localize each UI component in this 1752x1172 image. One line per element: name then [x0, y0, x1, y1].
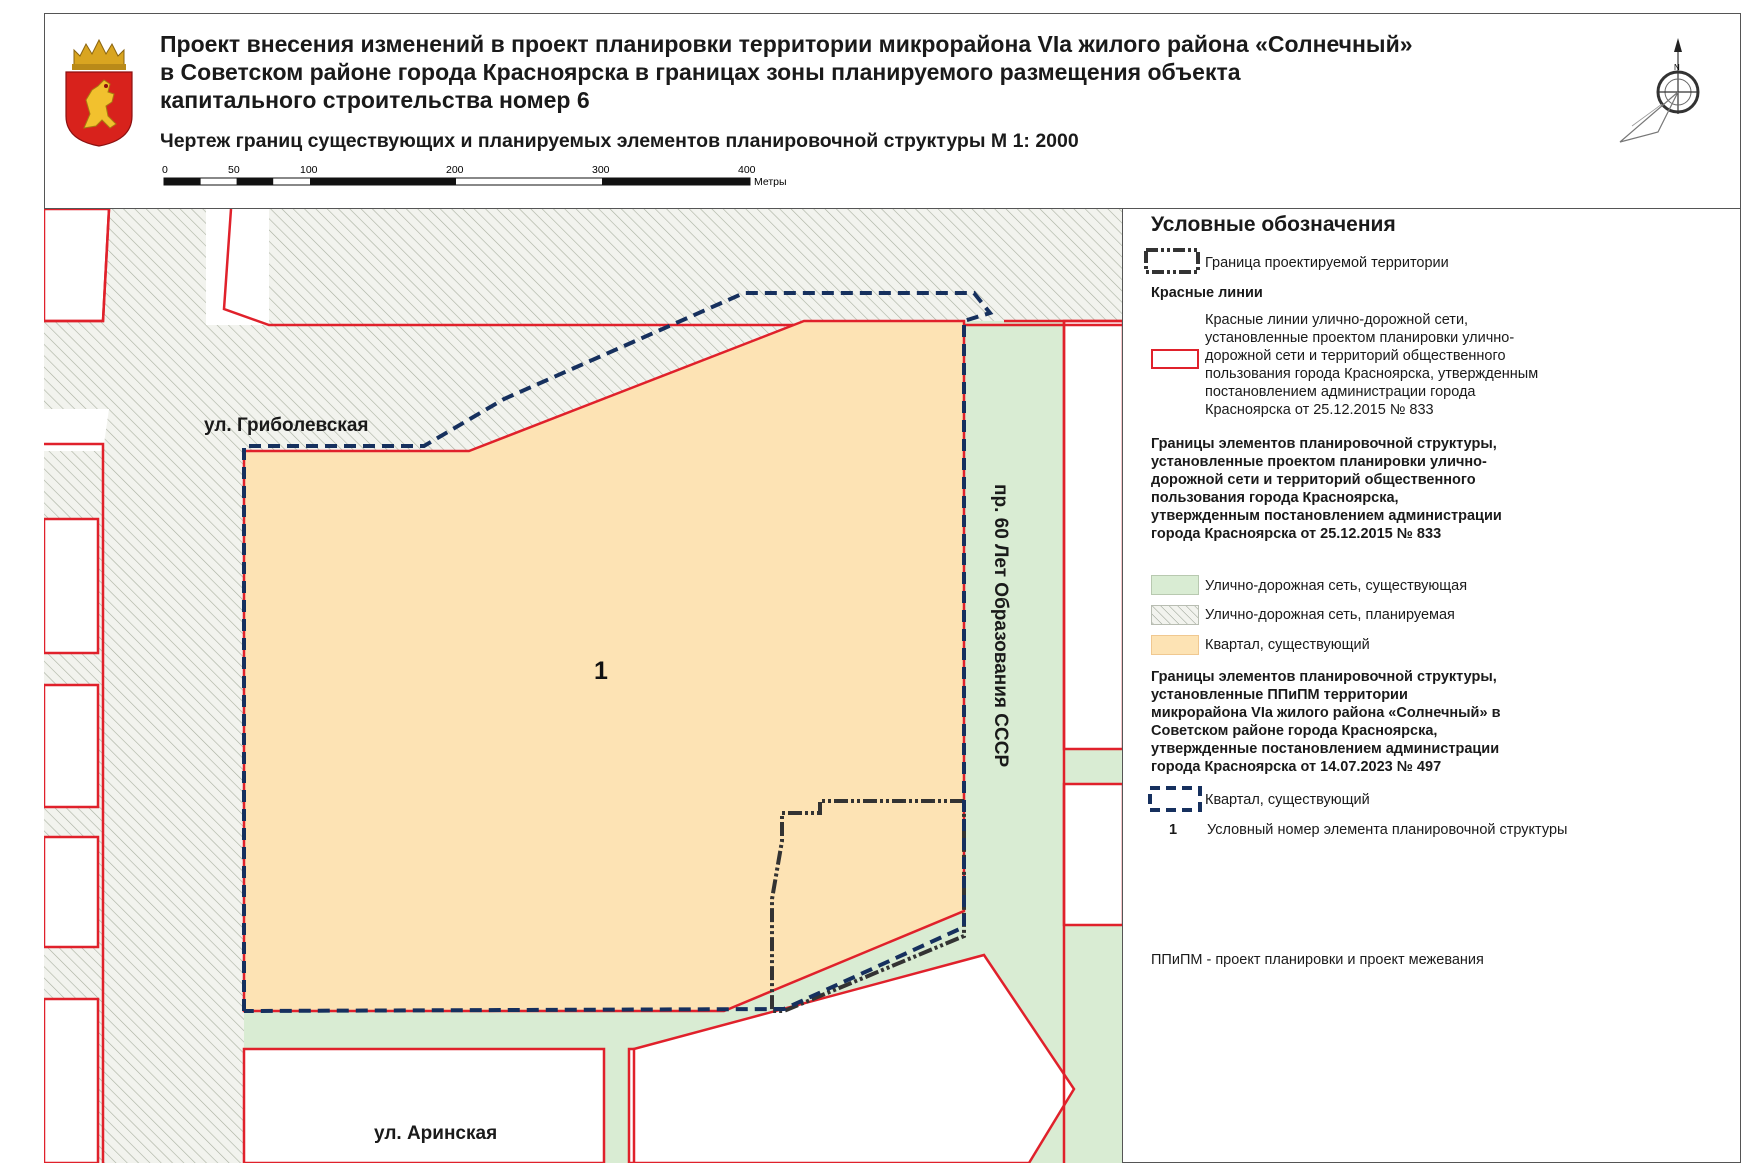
legend-swatch-project-boundary — [1143, 247, 1201, 275]
scale-tick-200: 200 — [446, 164, 464, 176]
legend-heading-section-3 — [1151, 668, 1621, 776]
title-line-1: Проект внесения изменений в проект планировки территории микрорайона VIa жилого района «Солнечный» — [160, 31, 1413, 57]
scale-tick-300: 300 — [592, 164, 610, 176]
north-arrow-icon — [1618, 34, 1710, 146]
legend-s3-line-1: Границы элементов планировочной структуры, — [1151, 669, 1497, 685]
legend-number-key: 1 — [1169, 822, 1178, 838]
legend-s2-line-6: города Красноярска от 25.12.2015 № 833 — [1151, 526, 1442, 542]
legend — [1123, 209, 1741, 1163]
map-canvas — [44, 209, 1123, 1163]
legend-label-road-planned: Улично-дорожная сеть, планируемая — [1205, 607, 1455, 623]
scale-unit: Метры — [754, 176, 787, 188]
legend-s2-line-1: Границы элементов планировочной структуры, — [1151, 436, 1497, 452]
coat-of-arms-icon — [62, 36, 136, 148]
legend-swatch-road-planned — [1151, 605, 1199, 625]
legend-swatch-road-existing — [1151, 575, 1199, 595]
legend-s3-line-6: города Красноярска от 14.07.2023 № 497 — [1151, 759, 1442, 775]
legend-heading-red-lines: Красные линии — [1151, 285, 1263, 301]
scale-tick-0: 0 — [162, 164, 168, 176]
legend-s3-line-3: микрорайона VIa жилого района «Солнечный» в — [1151, 705, 1501, 721]
street-label-arinskaya: ул. Аринская — [374, 1123, 498, 1144]
legend-label-road-existing: Улично-дорожная сеть, существующая — [1205, 578, 1468, 594]
legend-footnote: ППиПМ - проект планировки и проект межевания — [1151, 952, 1484, 968]
legend-title: Условные обозначения — [1151, 213, 1396, 236]
legend-text-red-lines — [1205, 311, 1645, 419]
legend-red-line-5: постановлением администрации города — [1205, 384, 1476, 400]
legend-label-number: Условный номер элемента планировочной структуры — [1207, 822, 1568, 838]
scale-tick-100: 100 — [300, 164, 318, 176]
title-line-2: в Советском районе города Красноярска в границах зоны планируемого размещения объекта — [160, 59, 1241, 85]
legend-s2-line-5: утвержденным постановлением администрации — [1151, 508, 1502, 524]
quarter-number-1: 1 — [594, 657, 608, 685]
legend-red-line-4: пользования города Красноярска, утвержденным — [1205, 366, 1539, 382]
legend-s3-line-5: утвержденные постановлением администрации — [1151, 741, 1500, 757]
legend-s3-line-2: установленные ППиПМ территории — [1151, 687, 1408, 703]
map-subtitle: Чертеж границ существующих и планируемых элементов планировочной структуры М 1: 2000 — [160, 130, 1079, 152]
street-label-griboedov: ул. Гриболевская — [204, 415, 369, 436]
street-label-prospekt: пр. 60 Лет Образования СССР — [990, 484, 1011, 768]
legend-label-block-existing: Квартал, существующий — [1205, 637, 1370, 653]
legend-red-line-3: дорожной сети и территорий общественного — [1205, 348, 1506, 364]
legend-swatch-ppipm-boundary — [1147, 785, 1203, 813]
legend-s2-line-4: пользования города Красноярска, — [1151, 490, 1399, 506]
legend-s3-line-4: Советском районе города Красноярска, — [1151, 723, 1438, 739]
legend-s2-line-2: установленные проектом планировки улично- — [1151, 454, 1487, 470]
legend-red-line-6: Красноярска от 25.12.2015 № 833 — [1205, 402, 1434, 418]
north-label: N — [1674, 63, 1680, 72]
map-area — [44, 209, 1123, 1163]
scale-bar — [158, 160, 808, 190]
legend-swatch-red-line — [1151, 349, 1199, 369]
legend-s2-line-3: дорожной сети и территорий общественного — [1151, 472, 1476, 488]
legend-red-line-2: установленные проектом планировки улично- — [1205, 330, 1515, 346]
legend-swatch-block-existing — [1151, 635, 1199, 655]
legend-heading-section-2 — [1151, 435, 1621, 543]
map-title — [160, 30, 1540, 114]
title-line-3: капитального строительства номер 6 — [160, 87, 590, 113]
legend-label-block-existing-2: Квартал, существующий — [1205, 792, 1370, 808]
legend-red-line-1: Красные линии улично-дорожной сети, — [1205, 312, 1469, 328]
scale-tick-400: 400 — [738, 164, 756, 176]
scale-tick-50: 50 — [228, 164, 240, 176]
legend-label-project-boundary: Граница проектируемой территории — [1205, 255, 1449, 271]
